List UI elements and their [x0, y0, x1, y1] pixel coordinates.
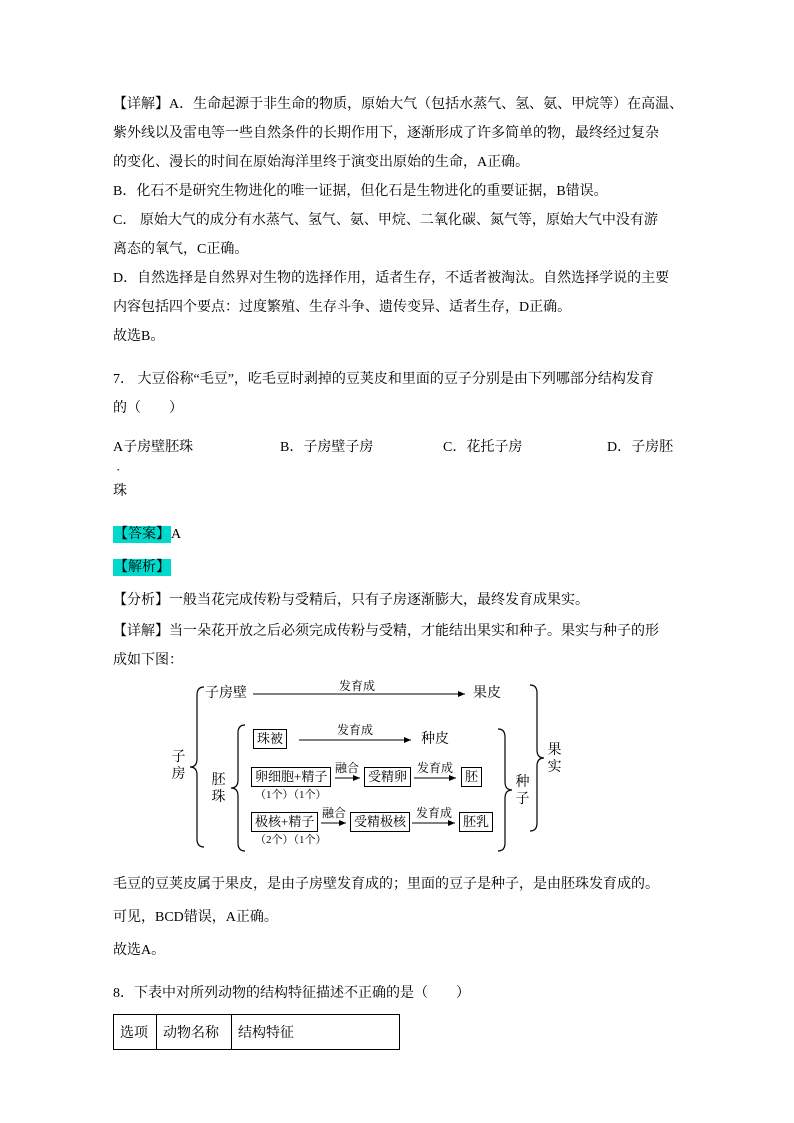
q7-detail-line: 【详解】当一朵花开放之后必须完成传粉与受精，才能结出果实和种子。果实与种子的形 [113, 624, 659, 639]
q6-detail-line: 【详解】A．生命起源于非生命的物质，原始大气（包括水蒸气、氢、氨、甲烷等）在高温、 [113, 97, 684, 112]
diagram-label-pericarp: 果皮 [473, 686, 501, 701]
fruit-seed-development-diagram [171, 679, 641, 864]
answer-value: A [171, 527, 182, 542]
diagram-label-egg-sperm-count: （1个）（1个） [255, 789, 327, 801]
q6-explanation-block [113, 90, 695, 351]
q6-detail-line: 内容包括四个要点：过度繁殖、生存斗争、遗传变异、适者生存，D正确。 [113, 300, 572, 315]
q6-detail-line: 紫外线以及雷电等一些自然条件的长期作用下，逐渐形成了许多简单的物，最终经过复杂 [113, 126, 659, 141]
q7-option-d: D．子房胚 [607, 440, 674, 455]
brace-fruit [530, 685, 544, 831]
q7-answer-block [113, 518, 695, 675]
page-content [113, 90, 695, 1050]
q7-stem [113, 365, 695, 423]
q8-col-header-feature: 结构特征 [232, 1015, 400, 1050]
brace-ovule [231, 725, 245, 851]
diagram-label-ovary: 子房 [171, 750, 186, 782]
q6-detail-line: D．自然选择是自然界对生物的选择作用，适者生存，不适者被淘汰。自然选择学说的主要 [113, 271, 670, 286]
diagram-label-polar-sperm-count: （2个）（1个） [255, 834, 327, 846]
q7-answer-line [113, 518, 695, 551]
q6-detail-line: 的变化、漫长的时间在原始海洋里终于演变出原始的生命，A正确。 [113, 155, 530, 170]
q7-after-diagram-line: 可见，BCD错误，A正确。 [113, 910, 278, 925]
diagram-label-develop: 发育成 [417, 761, 454, 775]
diagram-label-develop: 发育成 [416, 806, 453, 820]
diagram-label-develop: 发育成 [339, 679, 376, 693]
diagram-label-seed-coat: 种皮 [421, 732, 449, 747]
q7-option-wrap-dot: · [116, 462, 121, 477]
diagram-label-fruit: 果实 [547, 743, 562, 775]
q7-option-d-wrap: 珠 [113, 484, 127, 499]
diagram-box-egg-sperm: 卵细胞+精子 [251, 767, 331, 787]
q8-stem: 8．下表中对所列动物的结构特征描述不正确的是（ ） [113, 986, 470, 1001]
diagram-box-fert-polar: 受精极核 [350, 812, 410, 832]
q7-stem-line: 的（ ） [113, 401, 183, 416]
q6-detail-line: C． 原始大气的成分有水蒸气、氢气、氨、甲烷、二氧化碳、氮气等，原始大气中没有游 [113, 213, 658, 228]
q7-analysis-line [113, 551, 695, 584]
q6-detail-line: B．化石不是研究生物进化的唯一证据，但化石是生物进化的重要证据，B错误。 [113, 184, 608, 199]
q8-col-header-animal: 动物名称 [157, 1015, 232, 1050]
q7-option-a: A子房壁胚珠 [113, 440, 194, 455]
q7-options-row [113, 433, 695, 462]
diagram-label-develop: 发育成 [337, 723, 374, 737]
answer-label-highlight: 【答案】 [114, 527, 170, 542]
q7-fenxi-line: 【分析】一般当花完成传粉与受精后，只有子房逐渐膨大，最终发育成果实。 [113, 593, 589, 608]
diagram-label-seed: 种子 [515, 775, 530, 807]
diagram-label-fuse: 融合 [335, 761, 360, 775]
diagram-box-embryo: 胚 [461, 767, 482, 787]
brace-seed [498, 729, 512, 851]
diagram-label-ovule: 胚珠 [211, 773, 226, 805]
diagram-box-polar-sperm: 极核+精子 [251, 812, 318, 832]
diagram-label-ovary-wall: 子房壁 [205, 686, 247, 701]
diagram-box-zygote: 受精卵 [364, 767, 411, 787]
diagram-box-endosperm: 胚乳 [459, 812, 493, 832]
q7-conclusion: 故选A。 [113, 943, 166, 958]
q7-stem-line: 7． 大豆俗称“毛豆”，吃毛豆时剥掉的豆荚皮和里面的豆子分别是由下列哪部分结构发育 [113, 372, 654, 387]
diagram-label-fuse: 融合 [322, 806, 347, 820]
q7-option-c: C．花托子房 [443, 440, 523, 455]
analysis-label-highlight: 【解析】 [114, 560, 170, 575]
brace-ovary [190, 687, 204, 847]
diagram-box-integument: 珠被 [253, 729, 287, 749]
q8-table [113, 1014, 400, 1050]
q6-conclusion: 故选B。 [113, 329, 165, 344]
q7-detail-line: 成如下图： [113, 653, 183, 668]
q8-table-header-row [114, 1015, 400, 1050]
q8-col-header-option: 选项 [114, 1015, 157, 1050]
q6-detail-line: 离态的氧气，C正确。 [113, 242, 249, 257]
q7-after-diagram-line: 毛豆的豆荚皮属于果皮，是由子房壁发育成的；里面的豆子是种子，是由胚珠发育成的。 [113, 877, 659, 892]
q7-option-b: B．子房壁子房 [280, 440, 374, 455]
